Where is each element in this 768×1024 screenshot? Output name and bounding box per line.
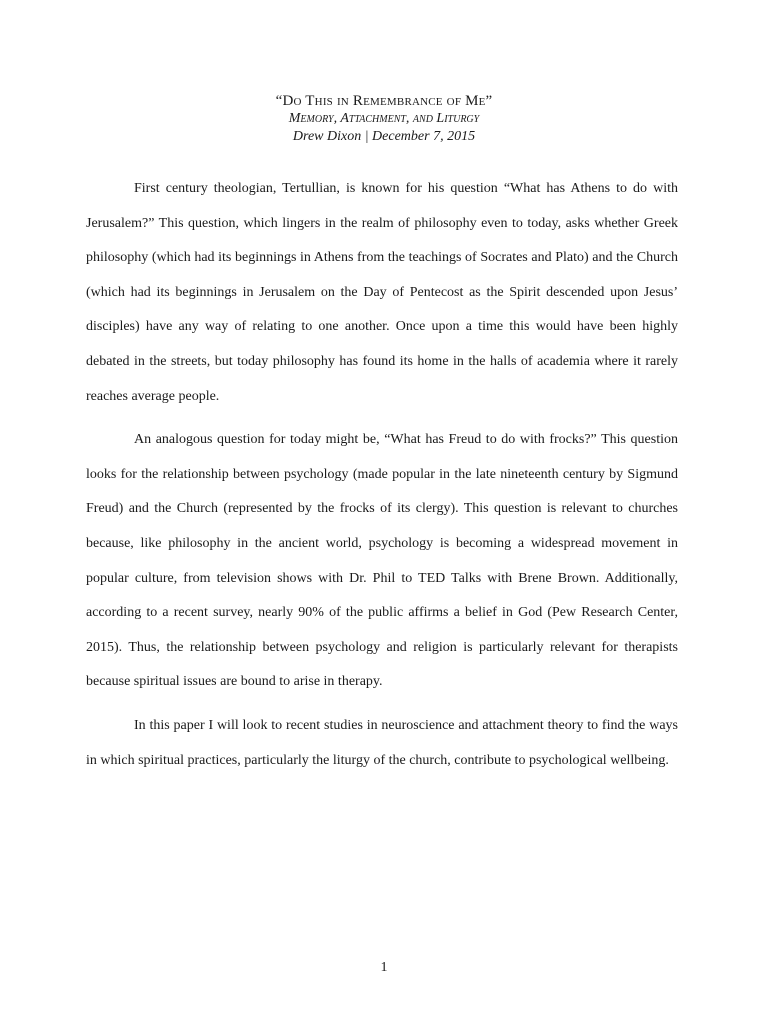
document-title: “Do This in Remembrance of Me” bbox=[275, 93, 493, 109]
document-byline: Drew Dixon | December 7, 2015 bbox=[292, 129, 476, 144]
document-body bbox=[86, 172, 678, 778]
paragraph: First century theologian, Tertullian, is known for his question “What has Athens to do with Jerusalem?” This question, which lingers in the realm of philosophy even to today, asks whether Greek philosophy (which had its beginnings in Athens from the teachings of Socrates and Plato) and the Church (which had its beginnings in Jerusalem on the Day of Pentecost as the Spirit descended upon Jesus’ disciples) have any way of relating to one another. Once upon a time this would have been highly debated in the streets, but today philosophy has found its home in the halls of academia where it rarely reaches average people. bbox=[86, 181, 678, 404]
paragraph: In this paper I will look to recent studies in neuroscience and attachment theory to find the ways in which spiritual practices, particularly the liturgy of the church, contribute to psychological wellbeing. bbox=[86, 717, 678, 768]
page-number: 1 bbox=[380, 960, 388, 975]
document-header bbox=[0, 92, 768, 146]
paragraph: An analogous question for today might be, “What has Freud to do with frocks?” This question looks for the relationship between psychology (made popular in the late nineteenth century by Sigmund Freud) and the Church (represented by the frocks of its clergy). This question is relevant to churches because, like philosophy in the ancient world, psychology is becoming a widespread movement in popular culture, from television shows with Dr. Phil to TED Talks with Brene Brown. Additionally, according to a recent survey, nearly 90% of the public affirms a belief in God (Pew Research Center, 2015). Thus, the relationship between psychology and religion is particularly relevant for therapists because spiritual issues are bound to arise in therapy. bbox=[86, 432, 678, 690]
document-subtitle: Memory, Attachment, and Liturgy bbox=[288, 111, 480, 126]
